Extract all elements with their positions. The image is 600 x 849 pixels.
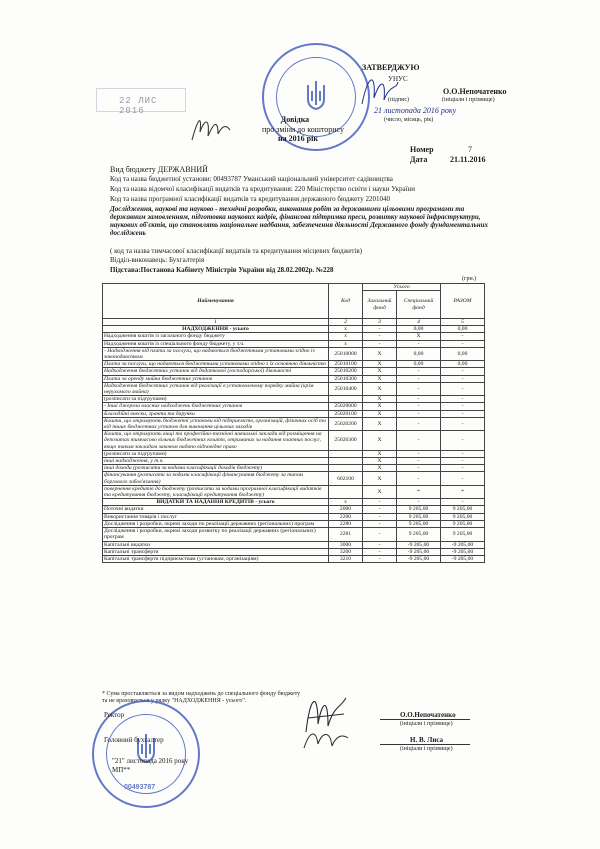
row-special-fund: - bbox=[397, 458, 441, 465]
row-total: -9 205,00 bbox=[441, 541, 485, 548]
row-total: - bbox=[441, 465, 485, 472]
row-code bbox=[329, 485, 363, 498]
header-sum: РАЗОМ bbox=[441, 284, 485, 319]
row-special-fund: -9 205,00 bbox=[397, 548, 441, 555]
table-row bbox=[103, 541, 485, 548]
rector-label: Ректор bbox=[104, 711, 125, 719]
row-code: 25020000 bbox=[329, 403, 363, 410]
received-stamp bbox=[96, 88, 186, 116]
row-special-fund: 0,00 bbox=[397, 361, 441, 368]
row-total: - bbox=[441, 340, 485, 347]
approval-signature bbox=[360, 70, 400, 110]
mp-label: МП** bbox=[112, 766, 131, 774]
row-code bbox=[329, 396, 363, 403]
table-row bbox=[103, 520, 485, 527]
table-row bbox=[103, 465, 485, 472]
table-row bbox=[103, 548, 485, 555]
received-stamp-date: 22 ЛИС 2016 bbox=[119, 96, 158, 116]
row-special-fund: - bbox=[397, 396, 441, 403]
row-code bbox=[329, 458, 363, 465]
row-total: - bbox=[441, 368, 485, 375]
row-code: 3210 bbox=[329, 555, 363, 562]
row-total: -9 205,00 bbox=[441, 548, 485, 555]
row-special-fund: - bbox=[397, 368, 441, 375]
row-total: - bbox=[441, 450, 485, 457]
row-name: Дослідження і розробки, окремі заходи по реалізації державних (регіональних) програм bbox=[103, 520, 329, 527]
row-general-fund: X bbox=[363, 417, 397, 430]
table-row bbox=[103, 340, 485, 347]
signature-scribble-left bbox=[188, 110, 234, 148]
row-special-fund: 9 205,00 bbox=[397, 528, 441, 541]
header-name: Найменування bbox=[103, 284, 329, 319]
row-code: 25020100 bbox=[329, 410, 363, 417]
row-name: Надходження бюджетних установ від додаткової (господарської) діяльності bbox=[103, 368, 329, 375]
rector-initials-caption: (ініціали і прізвище) bbox=[400, 721, 453, 727]
row-special-fund: - bbox=[397, 375, 441, 382]
table-row bbox=[103, 417, 485, 430]
row-total: 0,00 bbox=[441, 361, 485, 368]
row-special-fund: 9 205,00 bbox=[397, 513, 441, 520]
row-general-fund: X bbox=[363, 368, 397, 375]
row-general-fund: - bbox=[363, 499, 397, 506]
row-total: - bbox=[441, 375, 485, 382]
table-body bbox=[103, 326, 485, 563]
row-name: ВИДАТКИ ТА НАДАННЯ КРЕДИТІВ - усього bbox=[103, 499, 329, 506]
col-number: 4 bbox=[397, 319, 441, 326]
row-total: * bbox=[441, 485, 485, 498]
col-number: 1 bbox=[103, 319, 329, 326]
document-title: Довідка bbox=[280, 115, 310, 124]
table-row bbox=[103, 375, 485, 382]
row-general-fund: - bbox=[363, 333, 397, 340]
header-special-fund: Спеціальний фонд bbox=[397, 291, 441, 319]
program-name: Дослідження, наукові та науково - технічні розробки, виконання робіт за державними цільовими програмами та державним замовленням, підготовка наукових кадрів, фінансова підтримка преси, розвитку наукової інфраструктури, наукових об'єктів, що становлять національне надбання, забезпечення діяльності Державного фонду фундаментальних досліджень bbox=[110, 205, 488, 237]
table-row bbox=[103, 472, 485, 485]
row-total: - bbox=[441, 382, 485, 395]
row-general-fund: - bbox=[363, 548, 397, 555]
header-code: Код bbox=[329, 284, 363, 319]
row-total: -9 205,00 bbox=[441, 555, 485, 562]
column-number-row bbox=[103, 319, 485, 326]
row-name: Благодійні внески, гранти та дарунки bbox=[103, 410, 329, 417]
approval-signature-caption: (підпис) bbox=[388, 97, 410, 103]
row-code: 25010400 bbox=[329, 382, 363, 395]
row-special-fund: 9 205,00 bbox=[397, 520, 441, 527]
approval-date-caption: (число, місяць, рік) bbox=[384, 117, 434, 123]
row-code bbox=[329, 450, 363, 457]
row-code: 2281 bbox=[329, 528, 363, 541]
approval-org: УНУС bbox=[388, 75, 408, 83]
row-general-fund: X bbox=[363, 450, 397, 457]
row-special-fund: - bbox=[397, 340, 441, 347]
department: Відділ-виконавець: Бухгалтерія bbox=[110, 256, 205, 264]
row-general-fund: - bbox=[363, 528, 397, 541]
row-special-fund: - bbox=[397, 450, 441, 457]
row-code: 3000 bbox=[329, 541, 363, 548]
row-code: 2000 bbox=[329, 506, 363, 513]
row-code: 25010300 bbox=[329, 375, 363, 382]
table-row bbox=[103, 485, 485, 498]
row-name: Дослідження і розробки, окремі заходи розвитку по реалізації державних (регіональних) програм bbox=[103, 528, 329, 541]
row-name: Використання товарів і послуг bbox=[103, 513, 329, 520]
row-general-fund: - bbox=[363, 340, 397, 347]
row-general-fund: X bbox=[363, 361, 397, 368]
header-general-fund: Загальний фонд bbox=[363, 291, 397, 319]
accountant-signature bbox=[300, 724, 352, 754]
institution-code: Код та назва бюджетної установи: 00493787 Уманський національний університет садівництва bbox=[110, 175, 393, 183]
sign-date: "21" листопада 2016 року bbox=[112, 757, 189, 765]
document-subtitle-1: про зміни до кошторису bbox=[261, 125, 344, 134]
row-special-fund: - bbox=[397, 499, 441, 506]
row-code: x bbox=[329, 499, 363, 506]
row-name: Надходження бюджетних установ від реалізації в установленому порядку майна (крім нерухомого майна) bbox=[103, 382, 329, 395]
row-total: 0,00 bbox=[441, 326, 485, 333]
row-name: Надходження коштів із спеціального фонду бюджету, у т.ч. bbox=[103, 340, 329, 347]
row-general-fund: - bbox=[363, 520, 397, 527]
accountant-name: Н. В. Лиса bbox=[410, 736, 444, 744]
row-special-fund: - bbox=[397, 417, 441, 430]
row-code: x bbox=[329, 340, 363, 347]
row-general-fund: - bbox=[363, 506, 397, 513]
header-total-group: Усього bbox=[363, 284, 441, 291]
table-row bbox=[103, 326, 485, 333]
row-name: Кошти, що отримують бюджетні установи від підприємств, організацій, фізичних осіб та від інших бюджетних установ для виконання цільових заходів bbox=[103, 417, 329, 430]
row-code: 2200 bbox=[329, 513, 363, 520]
row-general-fund: X bbox=[363, 472, 397, 485]
row-name: інші надходження, у т.ч. bbox=[103, 458, 329, 465]
table-row bbox=[103, 347, 485, 360]
document-subtitle-2: на 2016 рік bbox=[278, 134, 318, 143]
date-label: Дата bbox=[410, 155, 428, 164]
row-special-fund: * bbox=[397, 485, 441, 498]
row-code: 25020300 bbox=[329, 431, 363, 451]
row-name: Капітальні видатки bbox=[103, 541, 329, 548]
row-special-fund: - bbox=[397, 403, 441, 410]
row-special-fund: - bbox=[397, 431, 441, 451]
table-row bbox=[103, 403, 485, 410]
table-row bbox=[103, 333, 485, 340]
table-row bbox=[103, 368, 485, 375]
row-special-fund: - bbox=[397, 410, 441, 417]
row-special-fund: 0,00 bbox=[397, 326, 441, 333]
row-code: 2280 bbox=[329, 520, 363, 527]
budget-type: Вид бюджету ДЕРЖАВНИЙ bbox=[110, 165, 208, 174]
row-total: 9 205,00 bbox=[441, 528, 485, 541]
program-code: Код та назва програмної класифікації видатків та кредитування державного бюджету 2201040 bbox=[110, 195, 390, 203]
row-code: 25010200 bbox=[329, 368, 363, 375]
row-name: Надходження коштів із загального фонду бюджету bbox=[103, 333, 329, 340]
row-name: інші доходи (розписати за кодами класифікації доходів бюджету) bbox=[103, 465, 329, 472]
row-general-fund: - bbox=[363, 541, 397, 548]
row-general-fund: X bbox=[363, 410, 397, 417]
row-name: (розписати за підгрупами) bbox=[103, 450, 329, 457]
row-total: 0,00 bbox=[441, 347, 485, 360]
row-total: - bbox=[441, 333, 485, 340]
approval-signer-name: О.О.Непочатенко bbox=[443, 87, 507, 96]
row-total: - bbox=[441, 499, 485, 506]
row-general-fund: - bbox=[363, 326, 397, 333]
row-code: 25020200 bbox=[329, 417, 363, 430]
accountant-signature-line bbox=[380, 744, 470, 745]
row-special-fund: -9 205,00 bbox=[397, 541, 441, 548]
table-row bbox=[103, 555, 485, 562]
row-special-fund: - bbox=[397, 382, 441, 395]
basis: Підстава:Постанова Кабінету Міністрів України від 28.02.2002р. №228 bbox=[110, 266, 334, 274]
row-special-fund: - bbox=[397, 472, 441, 485]
footnote: * Сума проставляється за видом надходжень до спеціального фонду бюджету та не враховується у рядку "НАДХОДЖЕННЯ - усього". bbox=[102, 691, 301, 704]
row-total: - bbox=[441, 410, 485, 417]
col-number: 5 bbox=[441, 319, 485, 326]
row-total: - bbox=[441, 431, 485, 451]
row-name: Кошти, що отримують вищі та професійно-технічні навчальні заклади від розміщення на депозитах тимчасово вільних бюджетних коштів, отриманих за надання платних послуг, якщо таким закладам законом надано відповідне право bbox=[103, 431, 329, 451]
seal-code: 00493787 bbox=[124, 784, 156, 791]
row-code: 25010000 bbox=[329, 347, 363, 360]
rector-signature-line bbox=[380, 719, 470, 720]
row-general-fund: X bbox=[363, 431, 397, 451]
row-name: Поточні видатки bbox=[103, 506, 329, 513]
row-total: - bbox=[441, 403, 485, 410]
row-total: 9 205,00 bbox=[441, 506, 485, 513]
accountant-label: Головний бухгалтер bbox=[104, 736, 164, 744]
row-general-fund: X bbox=[363, 382, 397, 395]
row-general-fund: X bbox=[363, 396, 397, 403]
col-number: 3 bbox=[363, 319, 397, 326]
table-row bbox=[103, 458, 485, 465]
rector-name: О.О.Непочатенко bbox=[400, 711, 456, 719]
row-code: 602100 bbox=[329, 472, 363, 485]
table-row bbox=[103, 499, 485, 506]
row-code: 3200 bbox=[329, 548, 363, 555]
row-general-fund: - bbox=[363, 513, 397, 520]
row-general-fund: X bbox=[363, 403, 397, 410]
date-value: 21.11.2016 bbox=[450, 155, 486, 164]
table-row bbox=[103, 382, 485, 395]
table-row bbox=[103, 396, 485, 403]
row-general-fund: X bbox=[363, 347, 397, 360]
row-name: Плата за оренду майна бюджетних установ bbox=[103, 375, 329, 382]
row-general-fund: X bbox=[363, 465, 397, 472]
row-code: x bbox=[329, 326, 363, 333]
row-name: - Інші джерела власних надходжень бюджетних установ bbox=[103, 403, 329, 410]
row-general-fund: X bbox=[363, 375, 397, 382]
table-row bbox=[103, 450, 485, 457]
row-general-fund: - bbox=[363, 555, 397, 562]
row-special-fund: 0,00 bbox=[397, 347, 441, 360]
row-name: повернення кредитів до бюджету (розписати за кодами програмної класифікації видатків та кредитування бюджету, класифікації кредитування бюджету) bbox=[103, 485, 329, 498]
table-row bbox=[103, 513, 485, 520]
table-row bbox=[103, 431, 485, 451]
row-total: - bbox=[441, 458, 485, 465]
row-name: Капітальні трансферти підприємствам (установам, організаціям) bbox=[103, 555, 329, 562]
row-special-fund: X bbox=[397, 333, 441, 340]
temp-classification: ( код та назва тимчасової класифікації видатків та кредитування місцевих бюджетів) bbox=[110, 247, 363, 255]
approval-date: 21 листопада 2016 року bbox=[374, 106, 457, 115]
approval-title: ЗАТВЕРДЖУЮ bbox=[362, 63, 420, 72]
row-special-fund: -9 205,00 bbox=[397, 555, 441, 562]
row-name: Капітальні трансферти bbox=[103, 548, 329, 555]
row-name: Плата за послуги, що надаються бюджетними установами згідно з їх основною діяльністю bbox=[103, 361, 329, 368]
table-row bbox=[103, 528, 485, 541]
number-label: Номер bbox=[410, 145, 434, 154]
approval-initials-caption: (ініціали і прізвище) bbox=[442, 97, 495, 103]
table-row bbox=[103, 410, 485, 417]
row-code: x bbox=[329, 333, 363, 340]
table-header-row bbox=[103, 284, 485, 291]
row-name: (розписати за підгрупами) bbox=[103, 396, 329, 403]
row-code: 25010100 bbox=[329, 361, 363, 368]
number-value: 7 bbox=[468, 145, 472, 154]
row-name: фінансування (розписати за кодами класифікації фінансування бюджету за типом боргового зобов'язання) bbox=[103, 472, 329, 485]
row-general-fund: X bbox=[363, 485, 397, 498]
row-total: - bbox=[441, 396, 485, 403]
trident-icon bbox=[302, 79, 330, 113]
col-number: 2 bbox=[329, 319, 363, 326]
row-name: - Надходження від плати за послуги, що надаються бюджетними установами згідно із законодавством bbox=[103, 347, 329, 360]
row-total: 9 205,00 bbox=[441, 513, 485, 520]
row-total: 9 205,00 bbox=[441, 520, 485, 527]
row-code bbox=[329, 465, 363, 472]
row-total: - bbox=[441, 472, 485, 485]
table-row bbox=[103, 361, 485, 368]
row-general-fund: X bbox=[363, 458, 397, 465]
budget-table bbox=[102, 283, 485, 563]
unit-label: (грн.) bbox=[462, 276, 477, 282]
row-total: - bbox=[441, 417, 485, 430]
row-special-fund: - bbox=[397, 465, 441, 472]
table-row bbox=[103, 506, 485, 513]
ministry-code: Код та назва відомчої класифікації видатків та кредитування: 220 Міністерство освіти і науки України bbox=[110, 185, 415, 193]
row-special-fund: 9 205,00 bbox=[397, 506, 441, 513]
row-name: НАДХОДЖЕННЯ - усього bbox=[103, 326, 329, 333]
accountant-initials-caption: (ініціали і прізвище) bbox=[400, 746, 453, 752]
